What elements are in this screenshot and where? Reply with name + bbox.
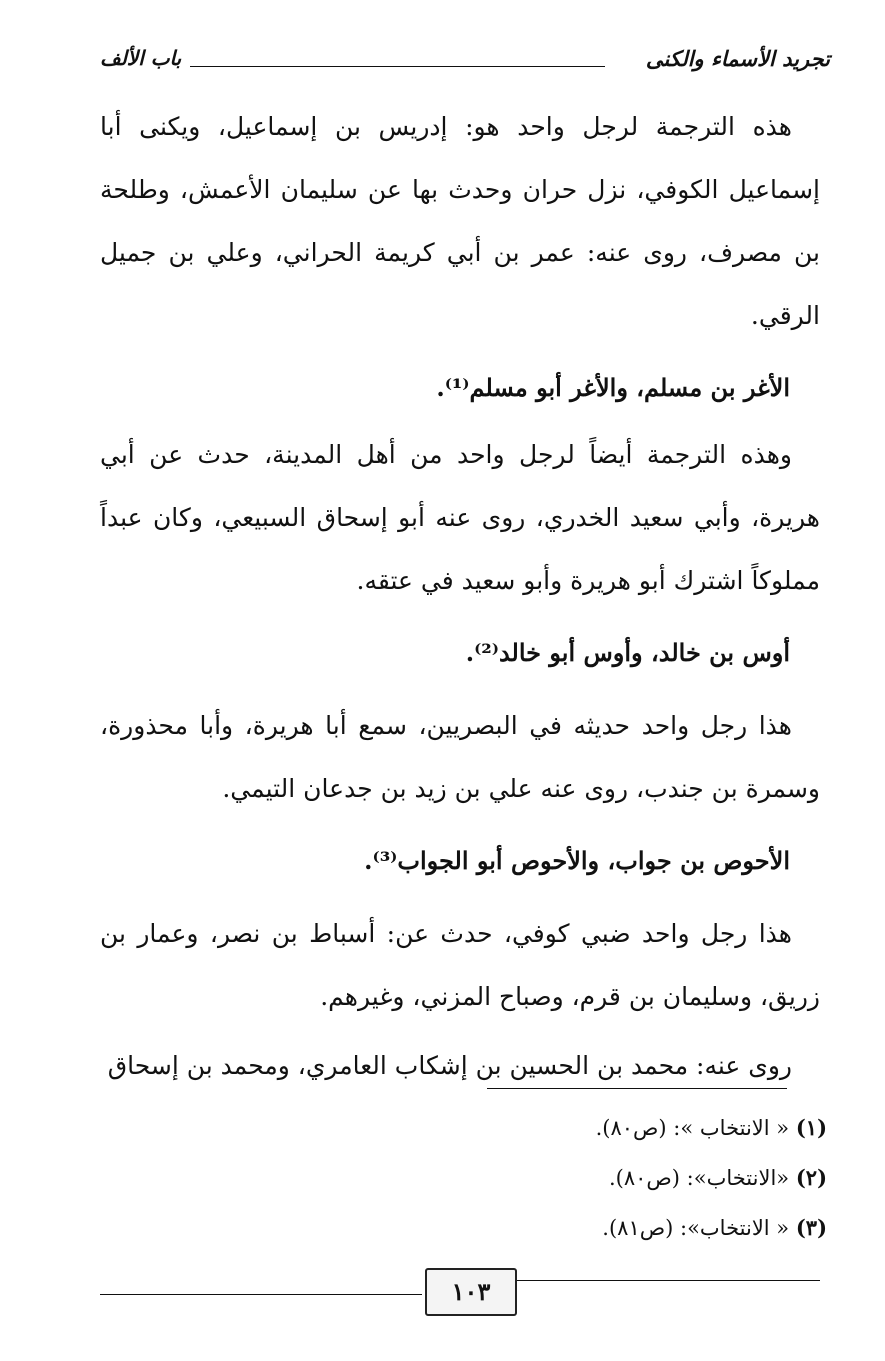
- footnote: [427, 1203, 827, 1253]
- footer-rule: [517, 1280, 820, 1281]
- paragraph: وهذه الترجمة أيضاً لرجل واحد من أهل المدينة، حدث عن أبي هريرة، وأبي سعيد الخدري، روى عنه أبو إسحاق السبيعي، وكان عبداً مملوكاً اشترك أبو هريرة وأبو سعيد في عتقه.: [100, 440, 820, 595]
- page-number: ١٠٣: [425, 1268, 517, 1316]
- footnote-text: « الانتخاب»: (ص٨١).: [602, 1216, 790, 1240]
- paragraph: هذا رجل واحد حديثه في البصريين، سمع أبا هريرة، وأبا محذورة، وسمرة بن جندب، روى عنه علي بن زيد بن جدعان التيمي.: [100, 711, 820, 803]
- footnote-number: (٢): [795, 1165, 827, 1190]
- footnote-number: (١): [795, 1115, 827, 1140]
- page-body: [100, 95, 820, 1097]
- footer-rule: [100, 1294, 422, 1295]
- paragraph: روى عنه: محمد بن الحسين بن إشكاب العامري، ومحمد بن إسحاق: [107, 1051, 792, 1080]
- header-rule: [190, 66, 605, 67]
- footnote: [427, 1153, 827, 1203]
- footnote-text: « الانتخاب »: (ص٨٠).: [595, 1116, 790, 1140]
- footnote-rule: [487, 1088, 787, 1089]
- footnote: [427, 1103, 827, 1153]
- running-header: [100, 46, 830, 86]
- entry-heading: أوس بن خالد، وأوس أبو خالد⁽²⁾.: [465, 638, 790, 667]
- paragraph: هذه الترجمة لرجل واحد هو: إدريس بن إسماعيل، ويكنى أبا إسماعيل الكوفي، نزل حران وحدث بها عن سليمان الأعمش، وطلحة بن مصرف، روى عنه: عمر بن أبي كريمة الحراني، وعلي بن جميل الرقي.: [100, 112, 820, 330]
- footnotes: [427, 1103, 827, 1253]
- footnote-number: (٣): [795, 1215, 827, 1240]
- entry-heading: الأغر بن مسلم، والأغر أبو مسلم⁽¹⁾.: [436, 373, 790, 402]
- footnote-text: «الانتخاب»: (ص٨٠).: [608, 1166, 790, 1190]
- paragraph: هذا رجل واحد ضبي كوفي، حدث عن: أسباط بن نصر، وعمار بن زريق، وسليمان بن قرم، وصباح المزني، وغيرهم.: [100, 919, 820, 1011]
- section-title: باب الألف: [100, 46, 182, 70]
- book-title: تجريد الأسماء والكنى: [645, 46, 830, 71]
- entry-heading: الأحوص بن جواب، والأحوص أبو الجواب⁽³⁾.: [364, 846, 790, 875]
